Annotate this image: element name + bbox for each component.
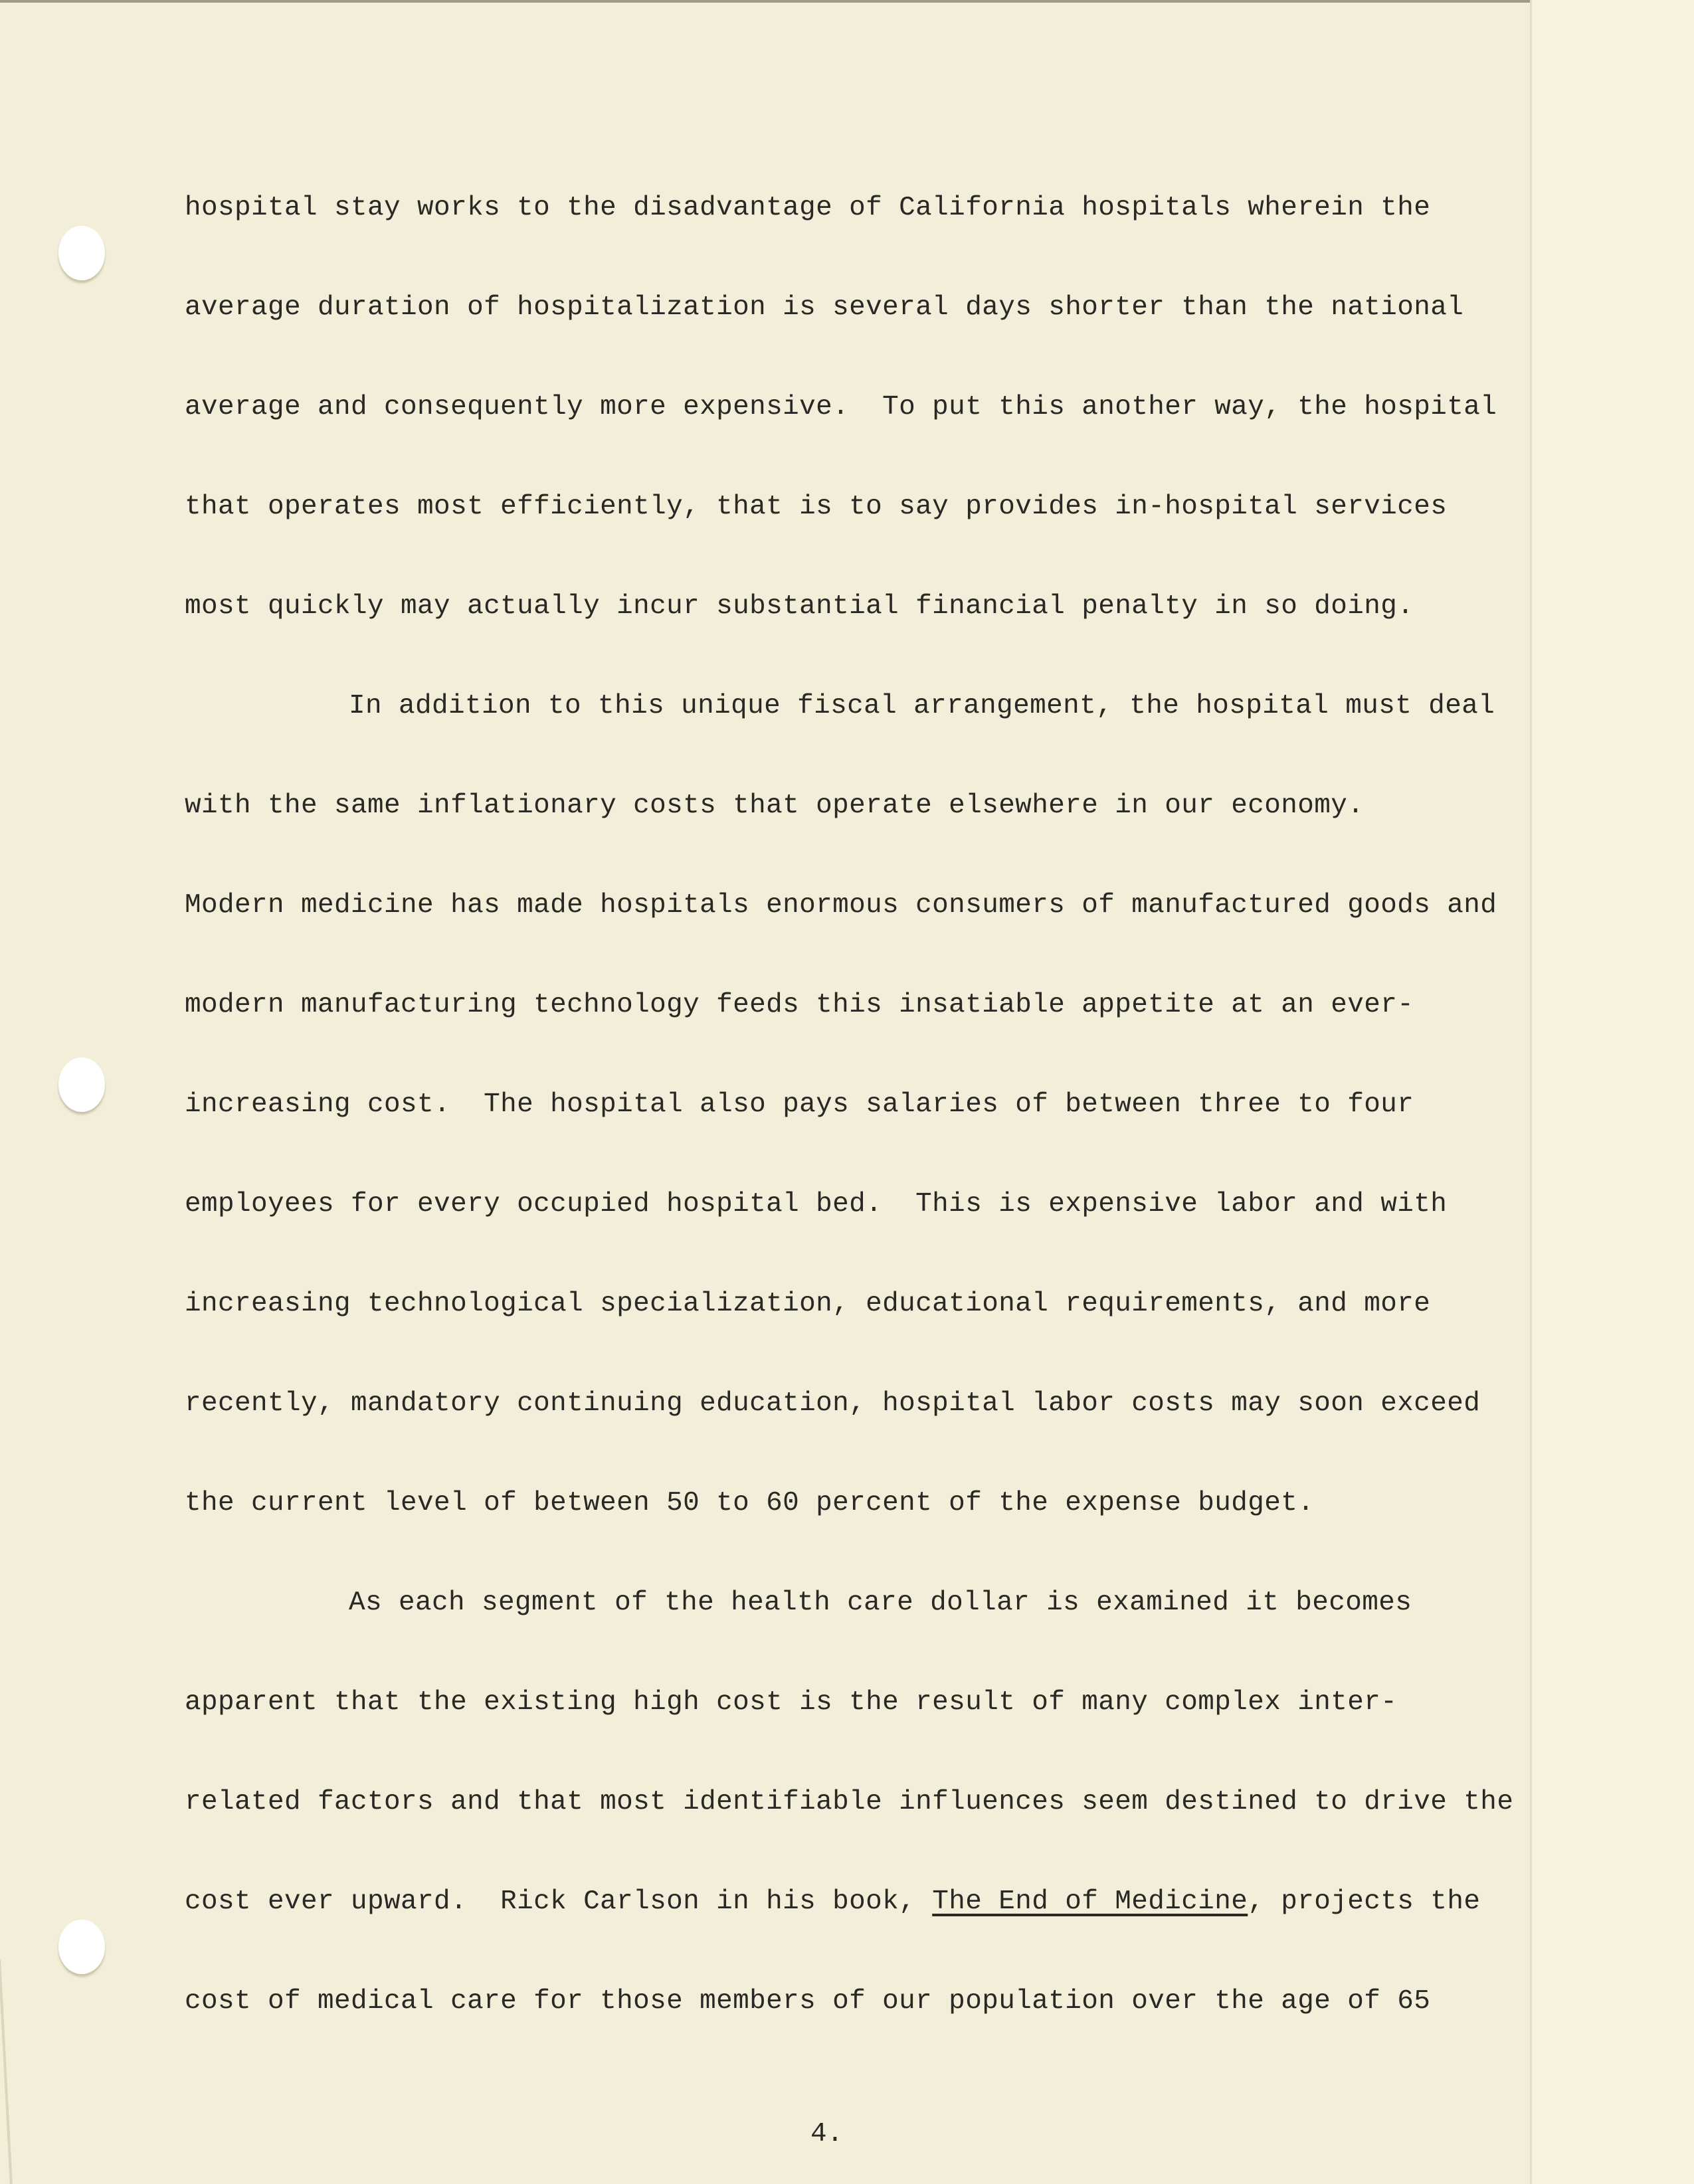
text-line: that operates most efficiently, that is to say provides in-hospital services	[185, 492, 1448, 522]
text-line: Modern medicine has made hospitals enormous consumers of manufactured goods and	[185, 890, 1497, 921]
binder-hole-middle	[58, 1057, 105, 1112]
binder-hole-top	[58, 226, 105, 280]
text-line: average and consequently more expensive. To put this another way, the hospital	[185, 392, 1497, 422]
book-title: The End of Medicine	[932, 1886, 1248, 1917]
text-line: increasing technological specialization, educational requirements, and more	[185, 1289, 1431, 1319]
text-line: employees for every occupied hospital bed. This is expensive labor and with	[185, 1189, 1448, 1220]
page-top-edge	[0, 0, 1694, 3]
text-fragment: cost ever upward. Rick Carlson in his book,	[185, 1886, 933, 1917]
text-line-with-book-title	[185, 1852, 1513, 1952]
page-number: 4.	[810, 2119, 844, 2149]
text-line: recently, mandatory continuing education, hospital labor costs may soon exceed	[185, 1388, 1481, 1419]
text-line: related factors and that most identifiable influences seem destined to drive the	[185, 1787, 1514, 1817]
typed-body-text	[185, 158, 1513, 2051]
text-line: with the same inflationary costs that operate elsewhere in our economy.	[185, 790, 1365, 821]
page-right-margin-strip	[1532, 0, 1694, 2184]
text-line: the current level of between 50 to 60 percent of the expense budget.	[185, 1488, 1315, 1518]
text-fragment: , projects the	[1248, 1886, 1481, 1917]
text-line: average duration of hospitalization is several days shorter than the national	[185, 292, 1464, 323]
text-line: increasing cost. The hospital also pays salaries of between three to four	[185, 1089, 1414, 1120]
binder-hole-bottom	[58, 1920, 105, 1974]
paragraph-start-line: In addition to this unique fiscal arrangement, the hospital must deal	[349, 691, 1495, 721]
page-corner-crease	[0, 1959, 13, 2184]
text-line: most quickly may actually incur substantial financial penalty in so doing.	[185, 591, 1414, 622]
text-line: modern manufacturing technology feeds this insatiable appetite at an ever-	[185, 990, 1414, 1020]
paragraph-start-line: As each segment of the health care dollar is examined it becomes	[349, 1588, 1412, 1618]
text-line: apparent that the existing high cost is the result of many complex inter-	[185, 1687, 1398, 1718]
text-line: cost of medical care for those members of our population over the age of 65	[185, 1986, 1431, 2017]
text-line: hospital stay works to the disadvantage of California hospitals wherein the	[185, 193, 1431, 223]
